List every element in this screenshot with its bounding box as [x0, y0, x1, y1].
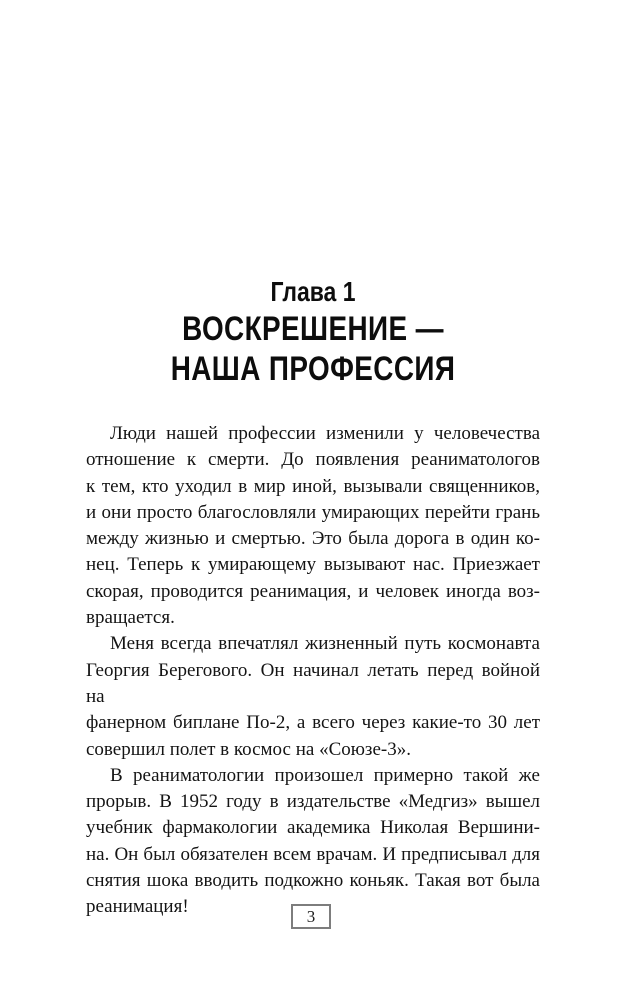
page-number-box	[291, 904, 331, 929]
text-line: между жизнью и смертью. Это была дорога в один ко-	[86, 528, 540, 550]
chapter-title-line-2: НАША ПРОФЕССИЯ	[170, 350, 456, 388]
text-line: на. Он был обязателен всем врачам. И предписывал для	[86, 843, 540, 865]
text-line: реанимация!	[86, 896, 189, 918]
text-line: отношение к смерти. До появления реаниматологов	[86, 449, 540, 471]
text-line: вращается.	[86, 607, 175, 629]
paragraph	[86, 763, 540, 921]
body-text	[86, 421, 540, 921]
text-line: совершил полет в космос на «Союзе-3».	[86, 738, 411, 760]
text-line: снятия шока вводить подкожно коньяк. Такая вот была	[86, 870, 540, 892]
page-number: 3	[306, 906, 316, 926]
paragraph	[86, 421, 540, 631]
chapter-number: Глава 1	[270, 276, 356, 307]
text-line: учебник фармакологии академика Николая Вершини-	[86, 817, 540, 839]
chapter-heading	[86, 275, 540, 389]
text-line: В реаниматологии произошел примерно такой же	[110, 764, 540, 786]
chapter-title-line-1: ВОСКРЕШЕНИЕ —	[182, 310, 444, 348]
text-line: скорая, проводится реанимация, и человек иногда воз-	[86, 580, 540, 602]
text-line: Люди нашей профессии изменили у человечества	[110, 423, 540, 444]
text-line: прорыв. В 1952 году в издательстве «Медгиз» вышел	[86, 791, 540, 813]
text-line: Меня всегда впечатлял жизненный путь космонавта	[110, 633, 540, 655]
text-line: и они просто благословляли умирающих перейти грань	[86, 501, 540, 523]
text-line: нец. Теперь к умирающему вызывают нас. Приезжает	[86, 554, 540, 576]
text-line: к тем, кто уходил в мир иной, вызывали священников,	[86, 475, 540, 497]
text-line: Георгия Берегового. Он начинал летать перед войной на	[86, 659, 540, 707]
paragraph	[86, 631, 540, 762]
text-line: фанерном биплане По-2, а всего через какие-то 30 лет	[86, 712, 540, 734]
